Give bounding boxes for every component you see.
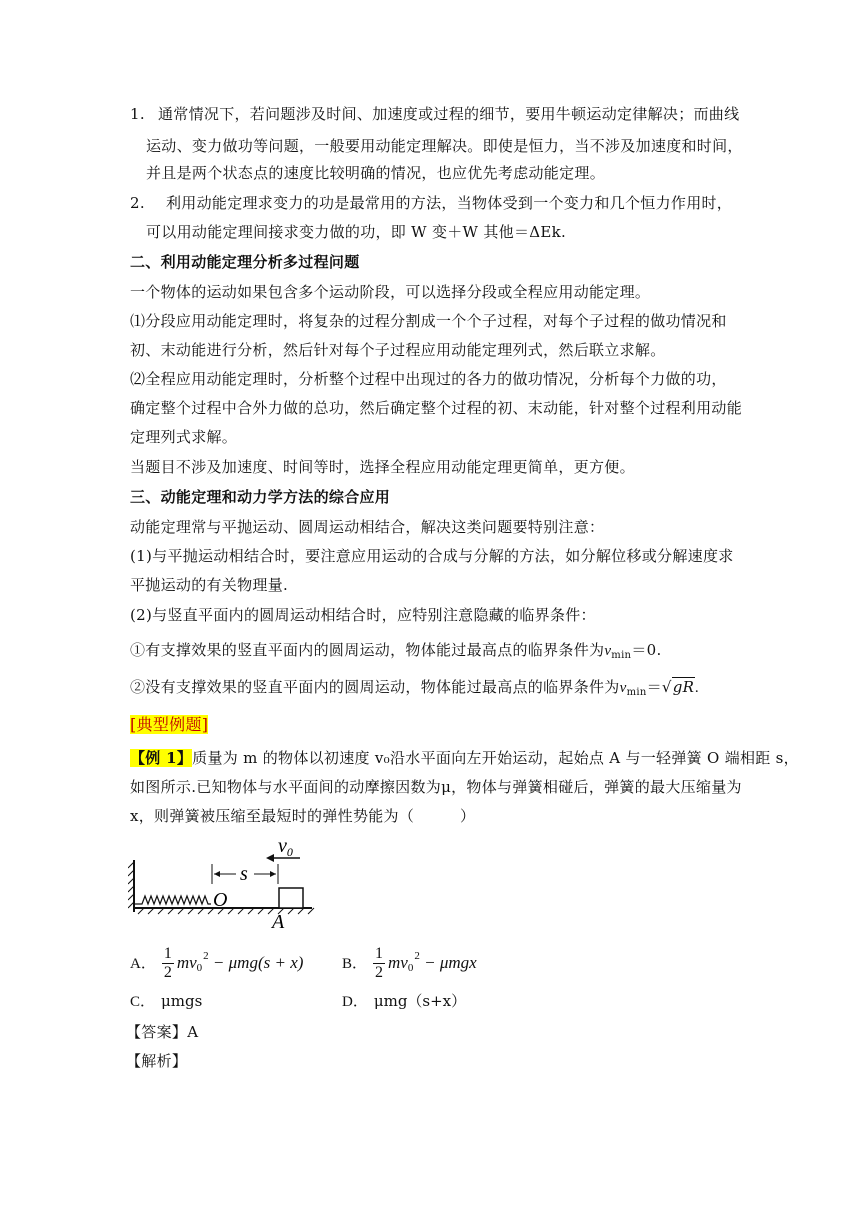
analysis-heading: 【解析】 (126, 1052, 188, 1070)
condition-unsupported: ②没有支撑效果的竖直平面内的圆周运动，物体能过最高点的临界条件为$v_{min}=√gR$. (130, 678, 700, 698)
spring (134, 896, 211, 904)
example-section-tag: [典型例题] (130, 715, 209, 734)
option-a[interactable]: A． $\frac{1}{2}$ $mv0^2 - \mu mg(s + x)$ (130, 945, 304, 981)
velocity-arrowhead (266, 854, 274, 862)
text-line: 并且是两个状态点的速度比较明确的情况，也应优先考虑动能定理。 (146, 164, 606, 182)
sqrt-symbol: √ (661, 678, 672, 696)
spring-block-diagram (128, 830, 318, 930)
text-line: (1)与平抛运动相结合时，要注意应用运动的合成与分解的方法，如分解位移或分解速度求 (130, 547, 734, 565)
section-heading-3: 三、动能定理和动力学方法的综合应用 (130, 488, 391, 506)
fraction: $\frac{1}{2}$ (163, 945, 172, 981)
o-label: O (213, 889, 228, 911)
example-label: 【例 1】 (130, 749, 193, 767)
list-number: 2. (130, 194, 145, 212)
text-line: 动能定理常与平抛运动、圆周运动相结合，解决这类问题要特别注意： (130, 518, 605, 536)
text-line: 一个物体的运动如果包含多个运动阶段，可以选择分段或全程应用动能定理。 (130, 283, 651, 301)
condition-supported: ①有支撑效果的竖直平面内的圆周运动，物体能过最高点的临界条件为$v_{min}=0$. (130, 641, 662, 661)
example-question-line: 如图所示.已知物体与水平面间的动摩擦因数为μ，物体与弹簧相碰后，弹簧的最大压缩量为 (130, 778, 742, 796)
answer-line: 【答案】A (126, 1023, 199, 1041)
fraction: $\frac{1}{2}$ (375, 945, 384, 981)
option-b[interactable]: B． $\frac{1}{2}$ $mv0^2 - \mu mgx$ (342, 945, 477, 981)
block (279, 888, 303, 908)
text-line: 当题目不涉及加速度、时间等时，选择全程应用动能定理更简单，更方便。 (130, 458, 635, 476)
text-line: (2)与竖直平面内的圆周运动相结合时，应特别注意隐藏的临界条件： (130, 606, 596, 624)
example-question-line: x，则弹簧被压缩至最短时的弹性势能为（ ） (130, 807, 476, 825)
v0-label: $v_0$ (278, 835, 293, 859)
text-line: ⑵全程应用动能定理时，分析整个过程中出现过的各力的做功情况，分析每个力做的功， (130, 370, 727, 388)
text-line: ⑴分段应用动能定理时，将复杂的过程分割成一个个子过程，对每个子过程的做功情况和 (130, 312, 727, 330)
text-line: 可以用动能定理间接求变力做的功，即 W 变＋W 其他＝ΔEk. (146, 223, 567, 241)
text-line: 平抛运动的有关物理量. (130, 576, 289, 594)
a-label: A (272, 911, 285, 930)
paragraph-point-1: 1. 通常情况下，若问题涉及时间、加速度或过程的细节，要用牛顿运动定律解决；而曲线 (130, 105, 740, 123)
section-heading-2: 二、利用动能定理分析多过程问题 (130, 253, 360, 271)
s-arrowhead-right (270, 871, 276, 877)
paragraph-point-2: 2. 利用动能定理求变力的功是最常用的方法，当物体受到一个变力和几个恒力作用时， (130, 194, 733, 212)
option-d[interactable]: D． μmg（s+x） (342, 992, 467, 1010)
s-label: s (240, 863, 248, 885)
text-line: 运动、变力做功等问题，一般要用动能定理解决。即使是恒力，当不涉及加速度和时间， (146, 137, 743, 155)
list-number: 1. (130, 105, 145, 123)
option-c[interactable]: C． μmgs (130, 992, 203, 1010)
example-question-line: 【例 1】质量为 m 的物体以初速度 v₀沿水平面向左开始运动，起始点 A 与一轻弹簧 O 端相距 s， (130, 749, 799, 767)
text-line: 初、末动能进行分析，然后针对每个子过程应用动能定理列式，然后联立求解。 (130, 341, 666, 359)
s-arrowhead-left (214, 871, 220, 877)
text-line: 确定整个过程中合外力做的总功，然后确定整个过程的初、末动能，针对整个过程利用动能 (130, 399, 743, 417)
text-line: 定理列式求解。 (130, 428, 238, 446)
